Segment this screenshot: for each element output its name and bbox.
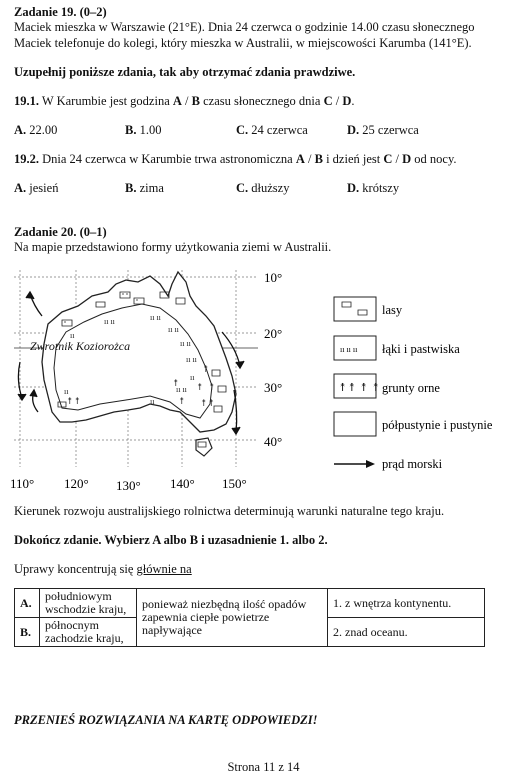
question-text: W Karumbie jest godzina <box>39 94 173 108</box>
question-text: czasu słonecznego dnia <box>200 94 324 108</box>
option-line: wschodzie kraju, <box>45 602 127 616</box>
lon-label-150: 150° <box>222 476 247 491</box>
q19-1-option-a[interactable] <box>14 123 57 138</box>
reason-2[interactable]: 2. znad oceanu. <box>328 618 485 647</box>
option-letter: B. <box>125 123 137 137</box>
svg-text:ıı ıı: ıı ıı <box>176 385 187 394</box>
separator: / <box>181 94 192 108</box>
option-text: krótszy <box>362 181 400 195</box>
choice-marker: C <box>383 152 393 166</box>
question-number: 19.2. <box>14 152 39 166</box>
q19-2-option-b[interactable] <box>125 181 164 196</box>
option-letter: D. <box>347 123 360 137</box>
option-text: 24 czerwca <box>251 123 308 137</box>
answer-table <box>14 588 485 647</box>
option-letter: D. <box>347 181 360 195</box>
row-a-letter[interactable]: A. <box>15 589 40 618</box>
map-legend <box>334 297 493 471</box>
lat-label-30: 30° <box>264 380 283 395</box>
svg-text:↟↟: ↟↟ <box>200 398 216 408</box>
legend-label-current: prąd morski <box>382 457 443 471</box>
legend-label-meadow: łąki i pastwiska <box>382 342 460 356</box>
choice-marker: A <box>295 152 305 166</box>
forest-icon <box>334 297 376 321</box>
question-text: Dnia 24 czerwca w Karumbie trwa astronomiczna <box>39 152 296 166</box>
svg-text:ıı ıı: ıı ıı <box>104 317 115 326</box>
lon-label-130: 130° <box>116 478 141 493</box>
svg-text:↟↟: ↟↟ <box>66 396 82 406</box>
transfer-notice: PRZENIEŚ ROZWIĄZANIA NA KARTĘ ODPOWIEDZI! <box>14 713 318 727</box>
q19-1-option-c[interactable] <box>236 123 308 138</box>
task-20-stem <box>14 562 192 577</box>
legend-label-arable: grunty orne <box>382 381 440 395</box>
choice-marker: C <box>323 94 333 108</box>
separator: / <box>304 152 315 166</box>
q19-2-option-d[interactable] <box>347 181 399 196</box>
option-letter: A. <box>14 123 27 137</box>
option-line: zachodzie kraju, <box>45 631 124 645</box>
separator: / <box>332 94 343 108</box>
row-b-option[interactable] <box>40 618 137 647</box>
desert-icon <box>334 412 376 436</box>
svg-text:ıı ıı: ıı ıı <box>186 355 197 364</box>
task-19-intro-line1: Maciek mieszka w Warszawie (21°E). Dnia 24 czerwca o godzinie 14.00 czasu słonecznego <box>14 20 475 34</box>
svg-text:↟: ↟ <box>202 364 210 374</box>
choice-marker: D <box>342 94 352 108</box>
choice-marker: B <box>191 94 200 108</box>
stem-text: Uprawy koncentrują się <box>14 562 137 576</box>
svg-text:↟↟ ↟ ↟: ↟↟ ↟ ↟ <box>338 382 381 394</box>
middle-line: zapewnia ciepłe powietrze <box>142 610 270 624</box>
question-number: 19.1. <box>14 94 39 108</box>
question-text: i dzień jest <box>322 152 384 166</box>
question-text: od nocy. <box>411 152 457 166</box>
svg-text:ıı: ıı <box>70 331 75 340</box>
page-number: Strona 11 z 14 <box>227 760 300 774</box>
task-20-instruction: Dokończ zdanie. Wybierz A albo B i uzasadnienie 1. albo 2. <box>14 533 328 547</box>
svg-text:ıı: ıı <box>64 387 69 396</box>
option-line: północnym <box>45 618 99 632</box>
svg-text:ıı ıı: ıı ıı <box>180 339 191 348</box>
tropic-label: Zwrotnik Koziorożca <box>30 339 131 353</box>
svg-text:ıı: ıı <box>190 373 195 382</box>
option-text: jesień <box>29 181 59 195</box>
option-line: południowym <box>45 589 112 603</box>
legend-label-desert: półpustynie i pustynie <box>382 418 493 432</box>
option-letter: C. <box>236 123 249 137</box>
option-text: zima <box>139 181 164 195</box>
lon-label-140: 140° <box>170 476 195 491</box>
task-20-statement: Kierunek rozwoju australijskiego rolnictwa determinują warunki naturalne tego kraju. <box>14 504 445 518</box>
svg-text:↟: ↟ <box>178 396 186 406</box>
option-letter: C. <box>236 181 249 195</box>
question-19-1 <box>14 94 354 109</box>
q19-2-option-a[interactable] <box>14 181 58 196</box>
australia-land-use-map <box>0 262 527 502</box>
separator: / <box>392 152 403 166</box>
row-b-letter[interactable]: B. <box>15 618 40 647</box>
question-19-2 <box>14 152 457 167</box>
svg-text:ıı: ıı <box>150 397 155 406</box>
task-19-intro-line2: Maciek telefonuje do kolegi, który mieszka w Australii, w miejscowości Karumba (141°E). <box>14 36 472 50</box>
reason-1[interactable]: 1. z wnętrza kontynentu. <box>328 589 485 618</box>
justification-middle <box>137 589 328 647</box>
option-letter: B. <box>125 181 137 195</box>
task-20-title: Zadanie 20. (0–1) <box>14 225 107 239</box>
option-letter: A. <box>14 181 27 195</box>
question-text: . <box>351 94 355 108</box>
middle-line: napływające <box>142 623 202 637</box>
svg-text:↟: ↟ <box>196 382 204 392</box>
row-a-option[interactable] <box>40 589 137 618</box>
task-19-instruction: Uzupełnij poniższe zdania, tak aby otrzymać zdania prawdziwe. <box>14 65 356 79</box>
lon-label-120: 120° <box>64 476 89 491</box>
choice-marker: D <box>402 152 412 166</box>
lat-label-20: 20° <box>264 326 283 341</box>
option-text: dłuższy <box>251 181 290 195</box>
q19-1-option-d[interactable] <box>347 123 419 138</box>
svg-text:ıı ıı: ıı ıı <box>168 325 179 334</box>
option-text: 25 czerwca <box>362 123 419 137</box>
middle-line: ponieważ niezbędną ilość opadów <box>142 597 307 611</box>
choice-marker: A <box>172 94 182 108</box>
task-20-intro: Na mapie przedstawiono formy użytkowania ziemi w Australii. <box>14 240 332 254</box>
stem-underlined: głównie na <box>136 562 192 576</box>
option-text: 22.00 <box>29 123 58 137</box>
q19-1-option-b[interactable] <box>125 123 161 138</box>
choice-marker: B <box>314 152 323 166</box>
task-19-title: Zadanie 19. (0–2) <box>14 5 107 19</box>
option-text: 1.00 <box>139 123 162 137</box>
svg-text:↟: ↟ <box>208 382 216 392</box>
svg-text:ıı ıı ıı: ıı ıı ıı <box>340 345 358 354</box>
q19-2-option-c[interactable] <box>236 181 289 196</box>
lat-label-40: 40° <box>264 434 283 449</box>
svg-text:ıı ıı: ıı ıı <box>150 313 161 322</box>
svg-text:↟: ↟ <box>172 378 180 388</box>
lat-label-10: 10° <box>264 270 283 285</box>
legend-label-forest: lasy <box>382 303 403 317</box>
lon-label-110: 110° <box>10 476 35 491</box>
